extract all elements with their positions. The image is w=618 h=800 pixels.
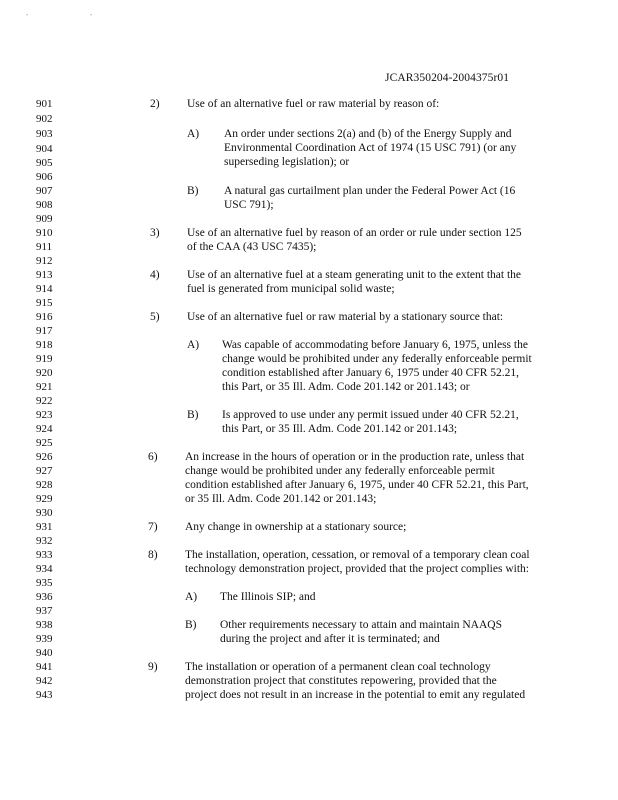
line-number: 935 (36, 577, 53, 589)
line-number: 911 (36, 241, 53, 253)
line-number: 918 (36, 339, 53, 351)
line-number: 927 (36, 465, 53, 477)
item-text: The installation, operation, cessation, or removal of a temporary clean coal (185, 549, 530, 561)
scan-marks: " " (26, 14, 123, 20)
line-number: 928 (36, 479, 53, 491)
item-number: A) (187, 339, 200, 351)
line-number: 909 (36, 213, 53, 225)
document-id-header: JCAR350204-2004375r01 (385, 72, 510, 84)
item-text: change would be prohibited under any federally enforceable permit (185, 465, 495, 477)
item-text: condition established after January 6, 1975, under 40 CFR 52.21, this Part, (185, 479, 529, 491)
line-number: 936 (36, 591, 53, 603)
line-number: 930 (36, 507, 53, 519)
line-number: 943 (36, 689, 53, 701)
item-text: Use of an alternative fuel or raw material by reason of: (187, 98, 440, 110)
item-text: Any change in ownership at a stationary source; (185, 521, 407, 533)
line-number: 908 (36, 199, 53, 211)
line-number: 924 (36, 423, 53, 435)
line-number: 938 (36, 619, 53, 631)
item-text: Use of an alternative fuel or raw material by a stationary source that: (187, 311, 504, 323)
item-number: B) (185, 619, 197, 631)
item-text: or 35 Ill. Adm. Code 201.142 or 201.143; (185, 493, 377, 505)
line-number: 916 (36, 311, 53, 323)
line-number: 937 (36, 605, 53, 617)
item-text: project does not result in an increase in the potential to emit any regulated (185, 689, 526, 701)
item-number: A) (187, 128, 200, 140)
line-number: 929 (36, 493, 53, 505)
line-number: 933 (36, 549, 53, 561)
line-number: 934 (36, 563, 53, 575)
item-text: this Part, or 35 Ill. Adm. Code 201.142 or 201.143; or (222, 381, 470, 393)
item-number: 6) (148, 451, 158, 463)
line-number: 931 (36, 521, 53, 533)
item-number: 3) (150, 227, 160, 239)
line-number: 906 (36, 171, 53, 183)
item-text: technology demonstration project, provided that the project complies with: (185, 563, 529, 575)
line-number: 940 (36, 647, 53, 659)
line-number: 942 (36, 675, 53, 687)
line-number: 919 (36, 353, 53, 365)
item-number: 8) (148, 549, 158, 561)
line-number: 941 (36, 661, 53, 673)
line-number: 910 (36, 227, 53, 239)
item-text: An order under sections 2(a) and (b) of the Energy Supply and (224, 128, 512, 140)
line-number: 925 (36, 437, 53, 449)
line-number: 913 (36, 269, 53, 281)
item-text: during the project and after it is terminated; and (220, 633, 440, 645)
item-text: of the CAA (43 USC 7435); (187, 241, 317, 253)
item-text: The Illinois SIP; and (220, 591, 316, 603)
item-number: 4) (150, 269, 160, 281)
item-text: Environmental Coordination Act of 1974 (15 USC 791) (or any (224, 142, 517, 154)
line-number: 926 (36, 451, 53, 463)
item-number: B) (187, 409, 199, 421)
item-number: A) (185, 591, 198, 603)
line-number: 912 (36, 255, 53, 267)
line-number: 905 (36, 157, 53, 169)
line-number: 902 (36, 113, 53, 125)
item-number: B) (187, 185, 199, 197)
item-number: 7) (148, 521, 158, 533)
line-number: 914 (36, 283, 53, 295)
item-text: An increase in the hours of operation or in the production rate, unless that (185, 451, 525, 463)
line-number: 904 (36, 143, 53, 155)
item-text: Use of an alternative fuel at a steam generating unit to the extent that the (187, 269, 522, 281)
item-number: 2) (150, 98, 160, 110)
line-number: 932 (36, 535, 53, 547)
line-number: 907 (36, 185, 53, 197)
line-number: 939 (36, 633, 53, 645)
item-text: fuel is generated from municipal solid waste; (187, 283, 395, 295)
line-number: 915 (36, 297, 53, 309)
line-number: 901 (36, 98, 53, 110)
line-number: 903 (36, 128, 53, 140)
item-text: condition established after January 6, 1975 under 40 CFR 52.21, (222, 367, 520, 379)
line-number: 922 (36, 395, 53, 407)
item-text: The installation or operation of a permanent clean coal technology (185, 661, 491, 673)
item-text: this Part, or 35 Ill. Adm. Code 201.142 or 201.143; (222, 423, 458, 435)
item-text: superseding legislation); or (224, 156, 350, 168)
item-number: 9) (148, 661, 158, 673)
item-text: demonstration project that constitutes repowering, provided that the (185, 675, 497, 687)
line-number: 923 (36, 409, 53, 421)
item-text: Is approved to use under any permit issued under 40 CFR 52.21, (222, 409, 519, 421)
item-text: USC 791); (224, 199, 274, 211)
line-number: 920 (36, 367, 53, 379)
item-text: change would be prohibited under any federally enforceable permit (222, 353, 532, 365)
item-text: Use of an alternative fuel by reason of an order or rule under section 125 (187, 227, 522, 239)
item-text: Was capable of accommodating before January 6, 1975, unless the (222, 339, 528, 351)
item-text: Other requirements necessary to attain and maintain NAAQS (220, 619, 502, 631)
line-number: 921 (36, 381, 53, 393)
item-text: A natural gas curtailment plan under the Federal Power Act (16 (224, 185, 516, 197)
item-number: 5) (150, 311, 160, 323)
line-number: 917 (36, 325, 53, 337)
